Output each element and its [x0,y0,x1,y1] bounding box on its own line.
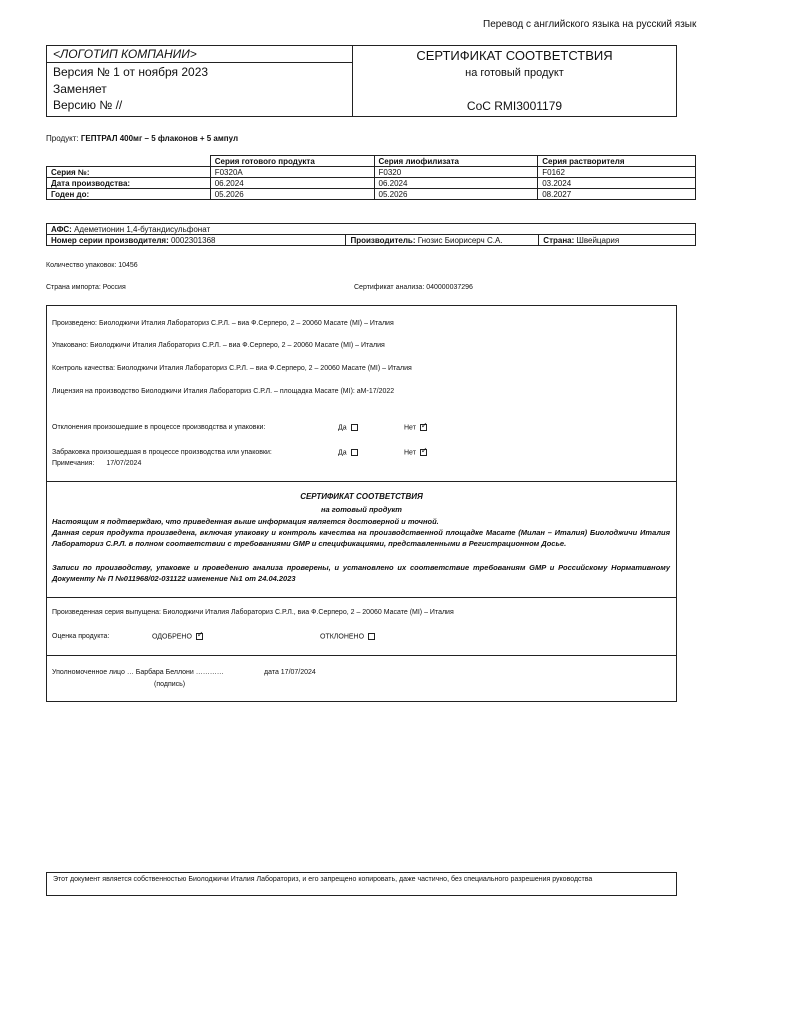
notes-date: 17/07/2024 [106,460,142,467]
section-divider [46,481,677,482]
table-header-cell: Серия лиофилизата [374,156,538,167]
rejections-no[interactable] [404,449,427,456]
notes-line [52,460,141,467]
rejected-label: ОТКЛОНЕНО [320,633,365,641]
table-header-cell [47,156,211,167]
certificate-subtitle: на готовый продукт [465,67,564,79]
header-left-box [46,45,353,117]
no-label: Нет [404,449,416,457]
mfr-batch-label: Номер серии производителя: [51,235,169,245]
afs-cell [47,224,696,235]
table-cell: 05.2026 [374,189,538,200]
checkbox-checked-icon [420,424,427,431]
header-divider [47,62,352,63]
footer-notice: Этот документ является собственностью Биолоджичи Италия Лабораториз, и его запрещено копировать, даже частично, без специального разрешения руководства [46,872,677,896]
mfr-batch-cell [47,235,346,246]
table-row [47,235,696,246]
packaged-text: Упаковано: Биолоджичи Италия Лабораториз С.Р.Л. – виа Ф.Серперо, 2 – 20060 Масате (MI) – Италия [52,342,385,349]
api-table [46,223,696,246]
table-cell: 05.2026 [210,189,374,200]
cert-paragraph-1: Настоящим я подтверждаю, что приведенная выше информация является достоверной и точной. [52,517,439,526]
translation-note: Перевод с английского языка на русский язык [483,19,697,30]
header-right-box [352,45,677,117]
table-cell: F0162 [538,167,696,178]
previous-version-text: Версию № // [53,98,123,112]
deviations-yes[interactable] [338,424,358,431]
rejected-option[interactable] [320,633,375,640]
rejections-text: Забраковка произошедшая в процессе производства или упаковки: [52,449,272,456]
certificate-title: СЕРТИФИКАТ СООТВЕТСТВИЯ [416,48,613,63]
mfr-batch-value: 0002301368 [170,235,216,245]
cert-paragraph-2: Данная серия продукта произведена, включая упаковку и контроль качества на производственной площадке Масате (Милан – Италия) Биолоджичи Италия Лабораториз С.Р.Л. в полном соответствии с требованиями GMP и спецификациями, представленными в Регистрационном Досье. [52,528,670,548]
checkbox-empty-icon [368,633,375,640]
country-value: Швейцария [576,235,620,245]
assessment-label: Оценка продукта: [52,633,110,640]
packages-count: Количество упаковок: 10456 [46,262,138,269]
mfr-value: Гнозис Биорисерч С.А. [417,235,503,245]
table-row [47,224,696,235]
afs-label: АФС: [51,224,72,234]
product-label: Продукт: [46,134,79,143]
cert-paragraph-3: Записи по производству, упаковке и проведению анализа проверены, и установлено их соответствие требованиям GMP и Российскому Нормативному Документу № П №011968/02-031122 изменение №1 от 24.04.2023 [52,563,670,583]
checkbox-checked-icon [196,633,203,640]
mfr-label: Производитель: [350,235,416,245]
notes-label: Примечания: [52,460,95,467]
checkbox-empty-icon [351,449,358,456]
table-cell: F0320A [210,167,374,178]
yes-label: Да [338,449,347,457]
license-text: Лицензия на производство Биолоджичи Италия Лабораториз С.Р.Л. – площадка Масате (MI): aM-17/2022 [52,388,395,395]
authorized-person: Уполномоченное лицо … Барбара Беллони ………… [52,669,224,676]
signature-date: дата 17/07/2024 [264,669,316,676]
section-divider [46,597,677,598]
table-cell: Дата производства: [47,178,211,189]
checkbox-checked-icon [420,449,427,456]
table-row [47,178,696,189]
yes-label: Да [338,424,347,432]
product-name: ГЕПТРАЛ 400мг – 5 флаконов + 5 ампул [80,134,239,143]
no-label: Нет [404,424,416,432]
checkbox-empty-icon [351,424,358,431]
cert-statement-subtitle: на готовый продукт [321,505,402,514]
qc-text: Контроль качества: Биолоджичи Италия Лабораториз С.Р.Л. – виа Ф.Серперо, 2 – 20060 Масате (MI) – Италия [52,365,412,372]
product-line [46,134,238,143]
table-cell: Серия №: [47,167,211,178]
table-row [47,156,696,167]
table-row [47,167,696,178]
table-cell: 06.2024 [210,178,374,189]
table-cell: Годен до: [47,189,211,200]
deviations-text: Отклонения произошедшие в процессе производства и упаковки: [52,424,266,431]
country-cell [539,235,696,246]
table-header-cell: Серия готового продукта [210,156,374,167]
import-country: Страна импорта: Россия [46,284,126,291]
mfr-cell [346,235,539,246]
version-text: Версия № 1 от ноября 2023 [53,65,209,79]
table-cell: F0320 [374,167,538,178]
rejections-yes[interactable] [338,449,358,456]
afs-value: Адеметионин 1,4-бутандисульфонат [74,224,211,234]
table-cell: 03.2024 [538,178,696,189]
country-label: Страна: [543,235,575,245]
produced-text: Произведено: Биолоджичи Италия Лабораториз С.Р.Л. – виа Ф.Серперо, 2 – 20060 Масате (MI) – Италия [52,320,394,327]
company-logo-placeholder: <ЛОГОТИП КОМПАНИИ> [53,47,197,61]
section-divider [46,655,677,656]
table-row [47,189,696,200]
table-header-cell: Серия растворителя [538,156,696,167]
released-text: Произведенная серия выпущена: Биолоджичи Италия Лабораториз С.Р.Л., виа Ф.Серперо, 2 – 20060 Масате (MI) – Италия [52,609,454,616]
table-cell: 06.2024 [374,178,538,189]
deviations-no[interactable] [404,424,427,431]
signature-caption: (подпись) [154,681,186,688]
approved-label: ОДОБРЕНО [152,633,192,641]
cert-statement-title: СЕРТИФИКАТ СООТВЕТСТВИЯ [300,492,423,501]
approved-option[interactable] [152,633,203,640]
batch-table [46,155,696,200]
table-cell: 08.2027 [538,189,696,200]
coc-number: CoC RMI3001179 [466,99,563,113]
coa-number: Сертификат анализа: 040000037296 [354,284,473,291]
replaces-text: Заменяет [53,82,107,96]
